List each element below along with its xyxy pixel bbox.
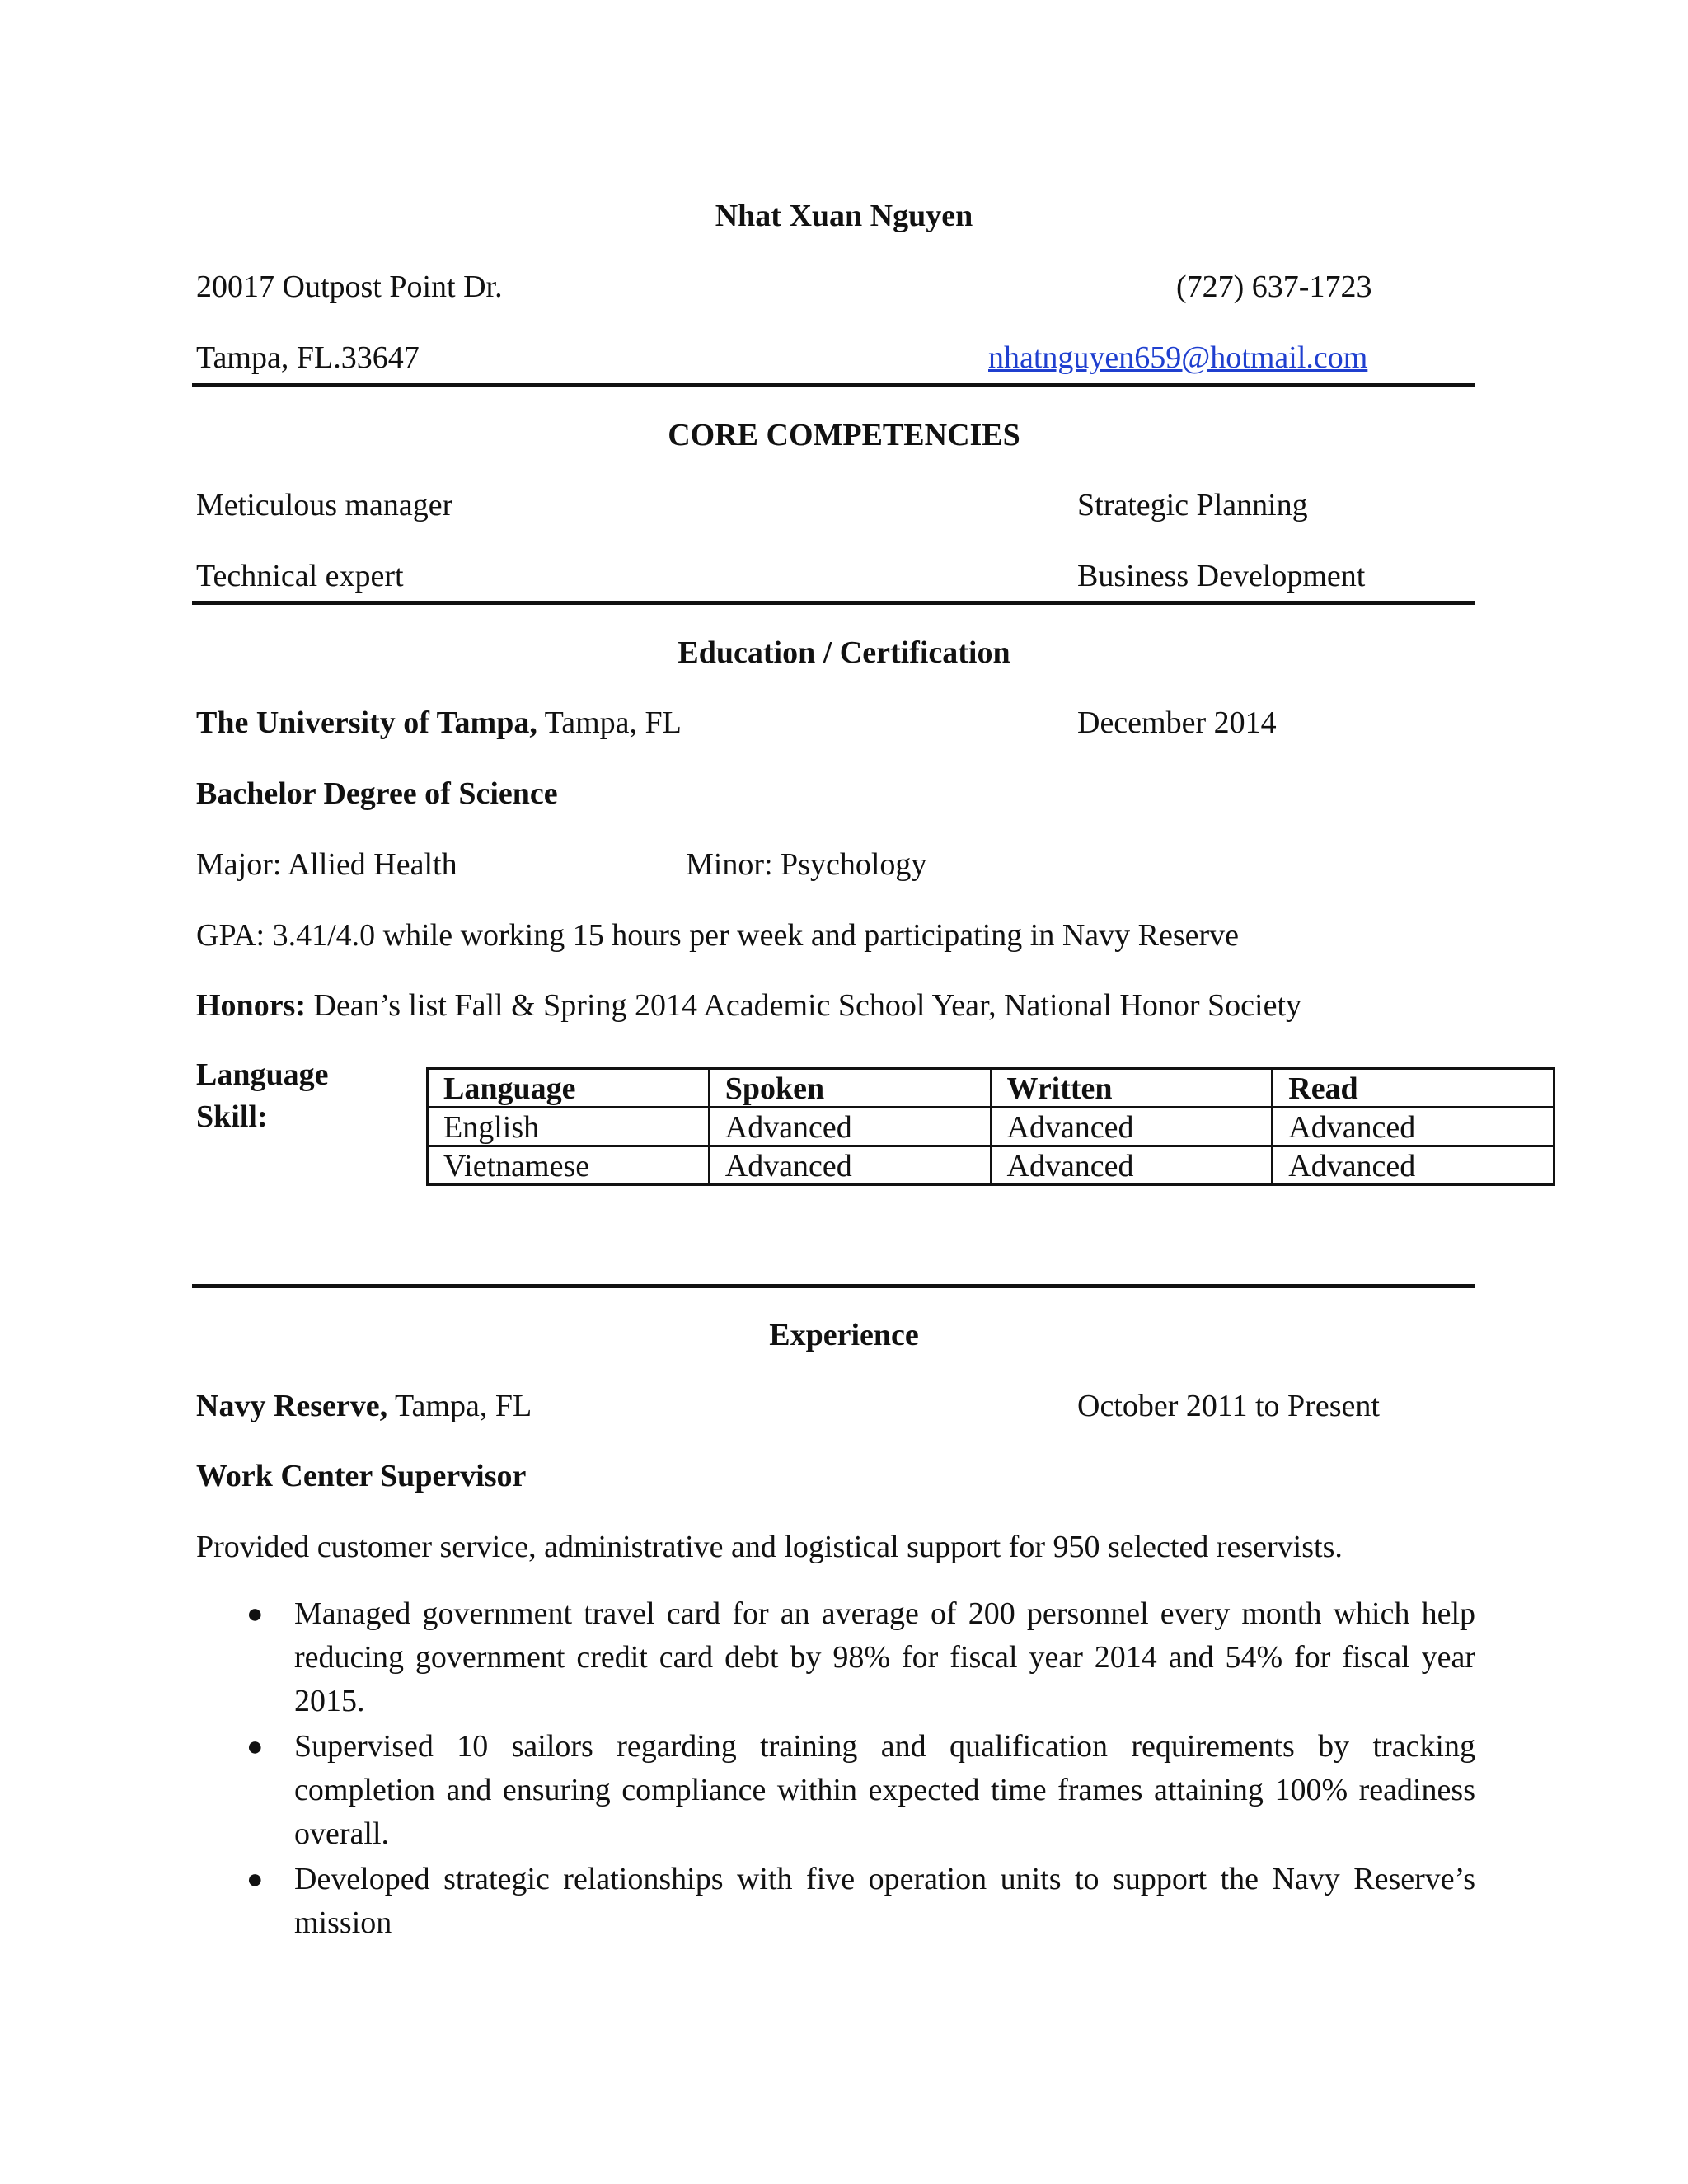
education-title: Education / Certification: [678, 635, 1010, 670]
honors-line: [196, 990, 1301, 1021]
honors-label: Honors:: [196, 988, 306, 1023]
employer-name: Navy Reserve,: [196, 1389, 388, 1423]
table-cell: Advanced: [709, 1108, 991, 1146]
table-cell: Advanced: [991, 1108, 1273, 1146]
phone-number: (727) 637-1723: [1176, 269, 1372, 304]
language-skill-table: [426, 1067, 1555, 1186]
candidate-name: Nhat Xuan Nguyen: [715, 199, 973, 233]
table-header-row: [428, 1069, 1554, 1108]
bullet-text: Developed strategic relationships with five operation units to support the Navy Reserve’s mission: [294, 1862, 1475, 1940]
list-item: [246, 1725, 1475, 1856]
core-competencies-title: CORE COMPETENCIES: [668, 418, 1020, 452]
table-cell: Vietnamese: [428, 1146, 710, 1185]
bullet-icon: ●: [246, 1732, 264, 1762]
table-header-cell: Language: [428, 1069, 710, 1108]
job-summary: Provided customer service, administrative and logistical support for 950 selected reservists.: [196, 1530, 1343, 1564]
competency-item: Strategic Planning: [1077, 488, 1308, 523]
major: Major: Allied Health: [196, 847, 457, 882]
language-skill-label: Language: [196, 1057, 329, 1092]
competency-item: Technical expert: [196, 559, 404, 593]
table-cell: Advanced: [991, 1146, 1273, 1185]
section-divider: [192, 383, 1475, 387]
table-cell: English: [428, 1108, 710, 1146]
language-skill-label: Skill:: [196, 1099, 268, 1134]
honors-text: Dean’s list Fall & Spring 2014 Academic School Year, National Honor Society: [313, 988, 1302, 1023]
address-line-2: Tampa, FL.33647: [196, 340, 420, 375]
school-name: The University of Tampa,: [196, 705, 537, 740]
list-item: [246, 1858, 1475, 1945]
section-divider: [192, 601, 1475, 605]
table-row: [428, 1108, 1554, 1146]
bullet-text: Managed government travel card for an average of 200 personnel every month which help reducing government credit card debt by 98% for fiscal year 2014 and 54% for fiscal year 2015.: [294, 1596, 1475, 1718]
job-title: Work Center Supervisor: [196, 1459, 527, 1493]
table-header-cell: Spoken: [709, 1069, 991, 1108]
education-date: December 2014: [1077, 705, 1277, 740]
minor: Minor: Psychology: [686, 847, 927, 882]
school-line: [196, 707, 682, 738]
employer-location: Tampa, FL: [394, 1389, 532, 1423]
email-link[interactable]: nhatnguyen659@hotmail.com: [988, 340, 1368, 375]
gpa: GPA: 3.41/4.0 while working 15 hours per week and participating in Navy Reserve: [196, 918, 1240, 953]
table-cell: Advanced: [1273, 1108, 1554, 1146]
experience-date: October 2011 to Present: [1077, 1389, 1380, 1423]
table-row: [428, 1146, 1554, 1185]
bullet-icon: ●: [246, 1864, 264, 1895]
competency-item: Meticulous manager: [196, 488, 453, 523]
degree: Bachelor Degree of Science: [196, 776, 558, 811]
table-cell: Advanced: [1273, 1146, 1554, 1185]
section-divider: [192, 1284, 1475, 1288]
table-header-cell: Read: [1273, 1069, 1554, 1108]
table-header-cell: Written: [991, 1069, 1273, 1108]
bullet-text: Supervised 10 sailors regarding training and qualification requirements by tracking completion and ensuring compliance within expected time frames attaining 100% readiness overall.: [294, 1729, 1475, 1851]
competency-item: Business Development: [1077, 559, 1366, 593]
bullet-icon: ●: [246, 1599, 264, 1629]
list-item: [246, 1592, 1475, 1723]
experience-title: Experience: [769, 1318, 919, 1352]
school-location: Tampa, FL: [544, 705, 682, 740]
employer-line: [196, 1390, 532, 1422]
address-line-1: 20017 Outpost Point Dr.: [196, 269, 503, 304]
table-cell: Advanced: [709, 1146, 991, 1185]
